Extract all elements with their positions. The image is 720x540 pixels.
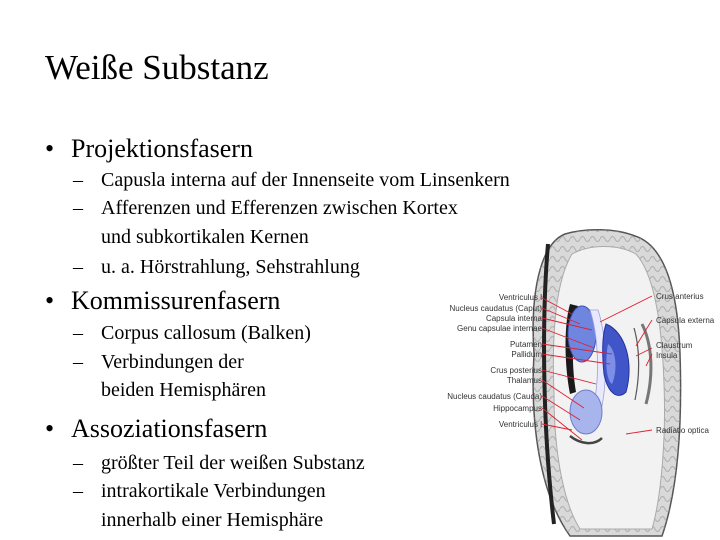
label-crus-posterius: Crus posterius [490, 366, 542, 375]
bullet-kommissurenfasern [45, 286, 280, 316]
sub-bullet-continuation: beiden Hemisphären [101, 379, 266, 401]
sub-bullet [73, 168, 510, 192]
labels-left [447, 293, 542, 429]
label-radiatio-optica: Radiatio optica [656, 426, 709, 435]
sub-bullet-text: Afferenzen und Efferenzen zwischen Kortex [101, 197, 458, 219]
label-capsula-interna: Capsula interna [485, 314, 542, 323]
label-ventriculus-lateralis-2: Ventriculus l [498, 420, 542, 429]
sub-bullet [73, 196, 458, 220]
dash-icon: – [73, 452, 83, 474]
bullet-icon: • [45, 134, 55, 163]
sub-bullet-text: u. a. Hörstrahlung, Sehstrahlung [101, 256, 360, 278]
label-nucleus-caudatus-caput: Nucleus caudatus (Caput) [449, 304, 542, 313]
sub-bullet [73, 479, 326, 503]
label-crus-anterius: Crus anterius [656, 292, 704, 301]
sub-bullet-text: Capusla interna auf der Innenseite vom Linsenkern [101, 169, 510, 191]
bullet-heading: Projektionsfasern [71, 134, 253, 163]
slide-title: Weiße Substanz [45, 48, 269, 87]
label-pallidum: Pallidum [511, 350, 542, 359]
label-capsula-externa: Capsula externa [656, 316, 715, 325]
label-putamen: Putamen [509, 340, 542, 349]
sub-bullet-text: Corpus callosum (Balken) [101, 322, 311, 344]
dash-icon: – [73, 197, 83, 219]
dash-icon: – [73, 169, 83, 191]
bullet-projektionsfasern [45, 134, 253, 164]
bullet-heading: Assoziationsfasern [71, 414, 268, 443]
sub-bullet-text: Verbindungen der [101, 351, 244, 373]
sub-bullet [73, 255, 360, 279]
dash-icon: – [73, 322, 83, 344]
bullet-heading: Kommissurenfasern [71, 286, 281, 315]
sub-bullet-continuation: und subkortikalen Kernen [101, 226, 309, 248]
sub-bullet-text: intrakortikale Verbindungen [101, 480, 326, 502]
label-claustrum: Claustrum [656, 341, 693, 350]
sub-bullet [73, 350, 244, 374]
label-ventriculus-lateralis: Ventriculus l [498, 293, 542, 302]
dash-icon: – [73, 480, 83, 502]
dash-icon: – [73, 351, 83, 373]
sub-bullet [73, 451, 365, 475]
sub-bullet-text: größter Teil der weißen Substanz [101, 452, 365, 474]
bullet-assoziationsfasern [45, 414, 267, 444]
label-insula: Insula [656, 351, 678, 360]
label-thalamus: Thalamus [506, 376, 542, 385]
sub-bullet-continuation: innerhalb einer Hemisphäre [101, 509, 324, 531]
label-nucleus-caudatus-cauda: Nucleus caudatus (Cauda) [447, 392, 542, 401]
sub-bullet [73, 321, 311, 345]
label-genu-capsulae: Genu capsulae internae [457, 324, 542, 333]
bullet-icon: • [45, 286, 55, 315]
thalamus [570, 390, 602, 434]
bullet-icon: • [45, 414, 55, 443]
label-hippocampus: Hippocampus [493, 404, 542, 413]
brain-section-illustration [430, 224, 720, 540]
dash-icon: – [73, 256, 83, 278]
